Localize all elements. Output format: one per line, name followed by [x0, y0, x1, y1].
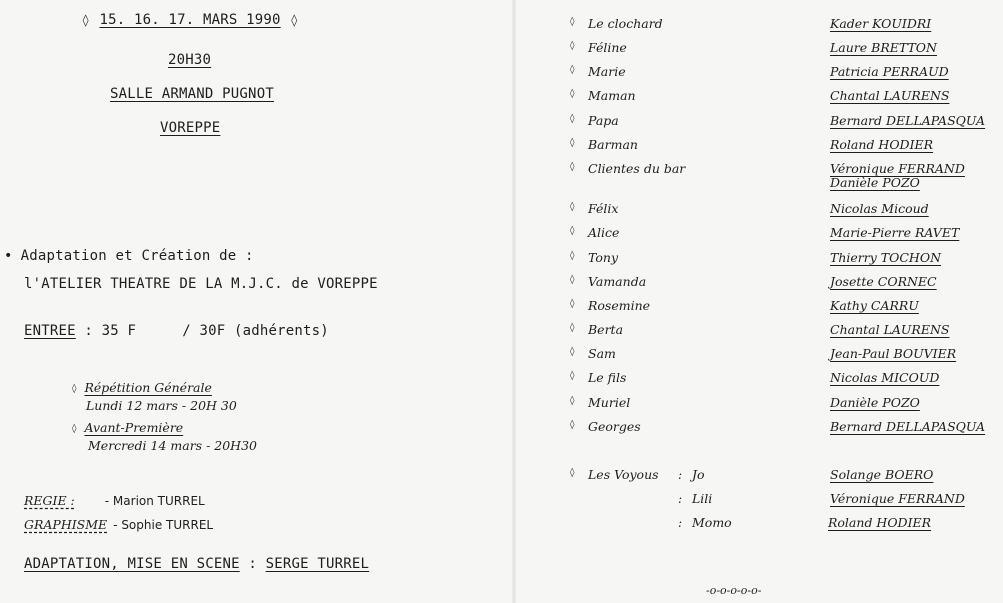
- avant-title: Avant-Première: [84, 420, 184, 435]
- voyou-name: Momo: [692, 515, 732, 530]
- cast-actor: Josette CORNEC: [830, 274, 937, 289]
- cast-role: Sam: [588, 346, 616, 361]
- mise-en-scene-name: SERGE TURREL: [265, 556, 370, 572]
- voyou-row: [518, 515, 1003, 535]
- cast-actor: Chantal LAURENS: [830, 322, 950, 337]
- graphisme-label: GRAPHISME: [24, 517, 108, 532]
- diamond-icon: ◊: [570, 226, 575, 236]
- voyou-row: [518, 467, 1003, 487]
- repetition-title: Répétition Générale: [84, 380, 212, 395]
- diamond-icon: ◊: [570, 347, 575, 357]
- diamond-icon: ◊: [570, 114, 575, 124]
- cast-actor: Marie-Pierre RAVET: [830, 225, 960, 240]
- voyou-separator: :: [678, 515, 683, 530]
- diamond-icon: ◊: [82, 13, 90, 27]
- graphisme-name: - Sophie TURREL: [113, 518, 214, 532]
- cast-row: [518, 225, 1003, 245]
- cast-row: [518, 201, 1003, 221]
- regie-line: [24, 493, 205, 508]
- cast-row: [518, 419, 1003, 439]
- page-fold: [512, 0, 516, 603]
- cast-role: Vamanda: [588, 274, 647, 289]
- regie-name: - Marion TURREL: [104, 494, 205, 508]
- diamond-icon: ◊: [570, 251, 575, 261]
- cast-row: [518, 88, 1003, 108]
- voyous-label: Les Voyous: [588, 467, 659, 482]
- cast-actor: Patricia PERRAUD: [830, 64, 949, 79]
- cast-row: [518, 346, 1003, 366]
- cast-role: Félix: [588, 201, 619, 216]
- voyou-row: [518, 491, 1003, 511]
- diamond-icon: ◊: [570, 371, 575, 381]
- cast-role: Clientes du bar: [588, 161, 686, 176]
- cast-row: [518, 298, 1003, 318]
- mise-en-scene-label: ADAPTATION, MISE EN SCENE: [24, 556, 240, 572]
- cast-role: Barman: [588, 137, 638, 152]
- venue-name: SALLE ARMAND PUGNOT: [110, 86, 274, 102]
- cast-actor: Véronique FERRAND: [830, 161, 965, 176]
- diamond-icon: ◊: [72, 384, 77, 394]
- diamond-icon: ◊: [570, 89, 575, 99]
- cast-row: [518, 40, 1003, 60]
- cast-actor: Jean-Paul BOUVIER: [830, 346, 957, 361]
- voyou-actor: Roland HODIER: [828, 515, 932, 530]
- regie-label: REGIE :: [24, 493, 75, 508]
- cast-row: [518, 322, 1003, 342]
- cast-role: Féline: [588, 40, 627, 55]
- cast-role: Marie: [588, 64, 626, 79]
- voyou-actor: Solange BOERO: [830, 467, 934, 482]
- cast-actor: Danièle POZO: [830, 395, 920, 410]
- avant-block: [72, 420, 183, 435]
- voyou-separator: :: [678, 467, 683, 482]
- diamond-icon: ◊: [72, 424, 77, 434]
- entree-line: [24, 323, 329, 339]
- cast-row: [518, 250, 1003, 270]
- cast-row: [518, 16, 1003, 36]
- cast-row: [518, 395, 1003, 415]
- graphisme-line: [24, 517, 213, 532]
- cast-row: [518, 113, 1003, 133]
- cast-role: Tony: [588, 250, 619, 265]
- voyou-name: Lili: [692, 491, 713, 506]
- entree-members-price: / 30F (adhérents): [182, 323, 329, 339]
- performance-time: 20H30: [168, 52, 212, 68]
- diamond-icon: ◊: [570, 162, 575, 172]
- diamond-icon: ◊: [570, 468, 575, 478]
- cast-row: [518, 274, 1003, 294]
- adaptation-line-2: l'ATELIER THEATRE DE LA M.J.C. de VOREPPE: [24, 276, 378, 292]
- diamond-icon: ◊: [290, 13, 299, 27]
- dates-line: [72, 12, 308, 28]
- cast-actor: Nicolas MICOUD: [830, 370, 940, 385]
- cast-actor: Chantal LAURENS: [830, 88, 950, 103]
- cast-actor: Laure BRETTON: [830, 40, 937, 55]
- cast-actor-second: Danièle POZO: [830, 175, 920, 190]
- cast-row: [518, 137, 1003, 157]
- diamond-icon: ◊: [570, 17, 575, 27]
- footer-mark: -o-o-o-o-o-: [706, 584, 762, 597]
- cast-actor: Bernard DELLAPASQUA: [830, 419, 986, 434]
- cast-row: [518, 64, 1003, 84]
- voyou-actor: Véronique FERRAND: [830, 491, 965, 506]
- cast-actor: Thierry TOCHON: [830, 250, 942, 265]
- venue-town: VOREPPE: [160, 120, 221, 136]
- cast-actor: Bernard DELLAPASQUA: [830, 113, 986, 128]
- cast-role: Muriel: [588, 395, 631, 410]
- diamond-icon: ◊: [570, 138, 575, 148]
- entree-label: ENTREE: [24, 323, 76, 339]
- cast-actor: Kader KOUIDRI: [830, 16, 932, 31]
- cast-row: [518, 370, 1003, 390]
- mise-en-scene-line: ADAPTATION, MISE EN SCENE : SERGE TURREL: [24, 556, 370, 572]
- cast-role: Le fils: [588, 370, 627, 385]
- cast-role: Rosemine: [588, 298, 651, 313]
- diamond-icon: ◊: [570, 275, 575, 285]
- cast-role: Alice: [588, 225, 620, 240]
- cast-actor: Nicolas Micoud: [830, 201, 929, 216]
- diamond-icon: ◊: [570, 299, 575, 309]
- adaptation-line-1: [4, 248, 254, 264]
- cast-role: Berta: [588, 322, 624, 337]
- repetition-block: [72, 380, 212, 395]
- avant-date: Mercredi 14 mars - 20H30: [88, 438, 257, 453]
- voyou-name: Jo: [692, 467, 705, 482]
- voyou-separator: :: [678, 491, 683, 506]
- cast-page: [518, 0, 1003, 603]
- diamond-icon: ◊: [570, 65, 575, 75]
- repetition-date: Lundi 12 mars - 20H 30: [86, 398, 237, 413]
- diamond-icon: ◊: [570, 323, 575, 333]
- cast-role: Maman: [588, 88, 636, 103]
- cast-actor: Roland HODIER: [830, 137, 934, 152]
- diamond-icon: ◊: [570, 420, 575, 430]
- diamond-icon: ◊: [570, 202, 575, 212]
- cast-role: Le clochard: [588, 16, 663, 31]
- diamond-icon: ◊: [570, 41, 575, 51]
- cast-role: Georges: [588, 419, 641, 434]
- performance-dates: 15. 16. 17. MARS 1990: [99, 12, 281, 28]
- adaptation-text: Adaptation et Création de :: [20, 248, 254, 264]
- diamond-icon: ◊: [570, 396, 575, 406]
- entree-price: : 35 F: [75, 323, 137, 339]
- cast-row: [518, 161, 1003, 190]
- cast-actor: Kathy CARRU: [830, 298, 919, 313]
- cast-role: Papa: [588, 113, 619, 128]
- bullet-icon: •: [4, 248, 13, 264]
